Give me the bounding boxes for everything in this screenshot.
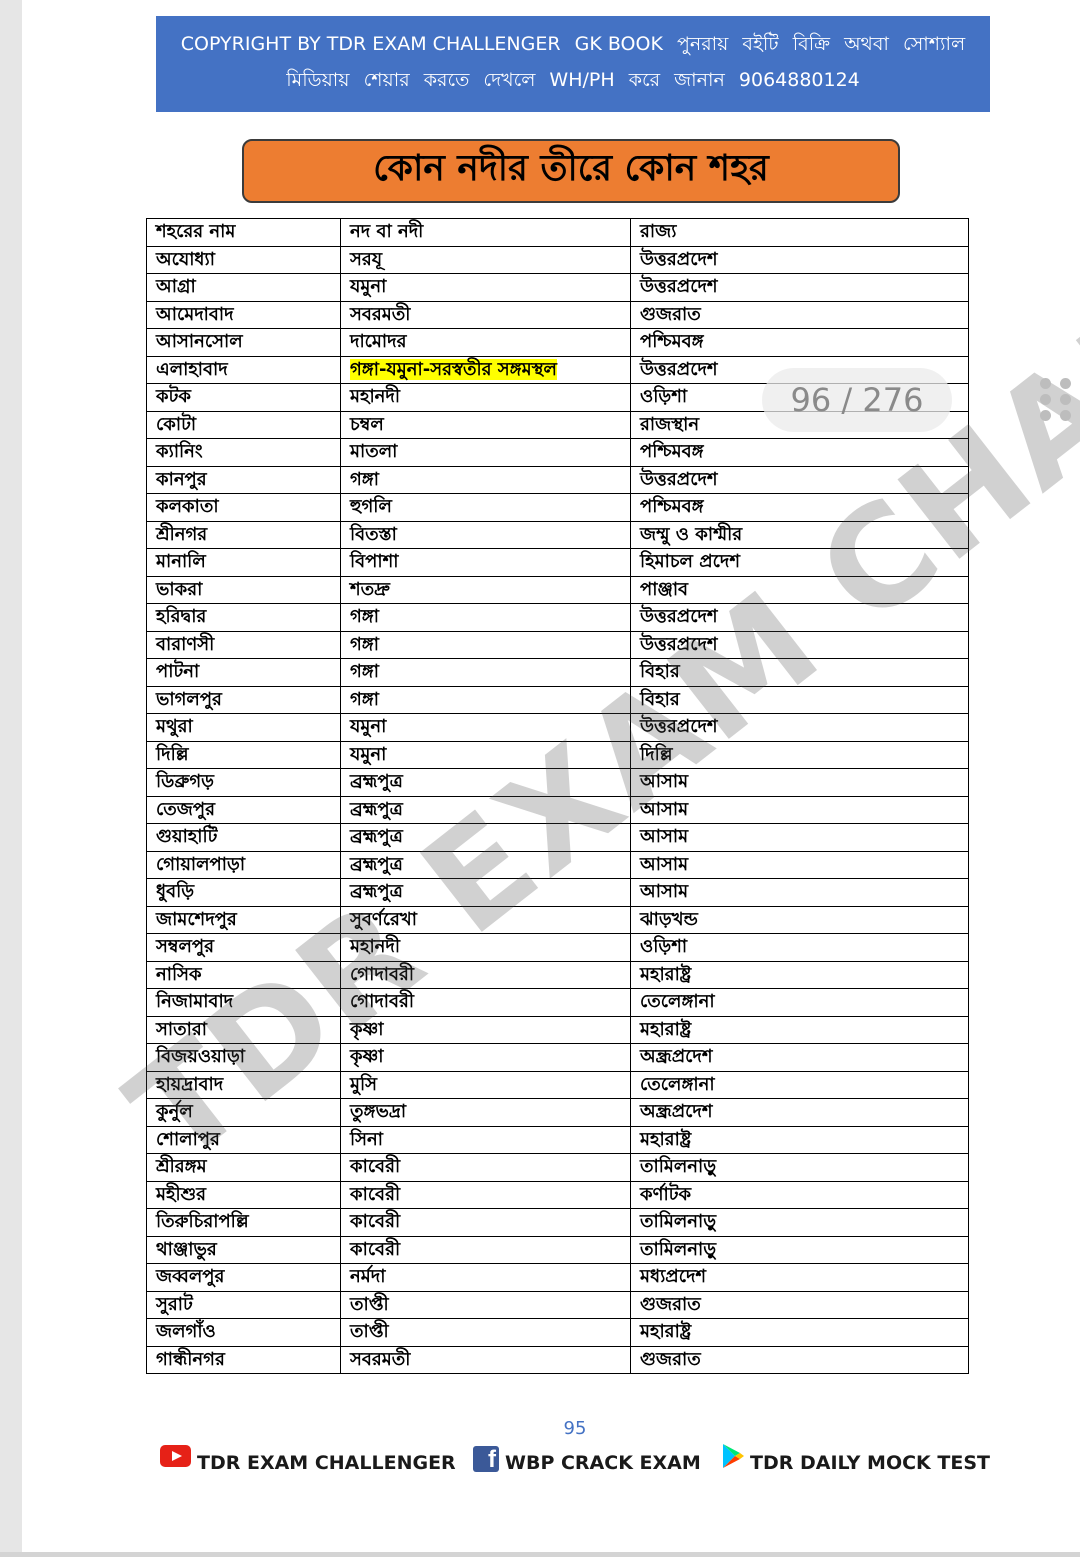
state-cell: পাঞ্জাব <box>631 576 969 604</box>
city-cell: ভাগলপুর <box>147 686 341 714</box>
state-cell: উত্তরপ্রদেশ <box>631 714 969 742</box>
table-row <box>147 1291 969 1319</box>
city-cell: মহীশুর <box>147 1181 341 1209</box>
state-cell: আসাম <box>631 851 969 879</box>
footer-playstore[interactable] <box>720 1452 990 1474</box>
banner-word: করতে <box>423 69 470 91</box>
river-cell: গঙ্গা <box>341 659 631 687</box>
table-row <box>147 1154 969 1182</box>
city-cell: গোয়ালপাড়া <box>147 851 341 879</box>
viewer-bottom-strip <box>0 1552 1080 1557</box>
table-row <box>147 521 969 549</box>
river-cell: ব্রহ্মপুত্র <box>341 769 631 797</box>
city-cell: সাতারা <box>147 1016 341 1044</box>
state-cell: উত্তরপ্রদেশ <box>631 274 969 302</box>
city-cell: থাঞ্জাভুর <box>147 1236 341 1264</box>
river-cell: বিপাশা <box>341 549 631 577</box>
facebook-label: WBP CRACK EXAM <box>505 1452 701 1474</box>
city-cell: নাসিক <box>147 961 341 989</box>
table-row <box>147 796 969 824</box>
state-cell: কর্ণাটক <box>631 1181 969 1209</box>
river-cell: ব্রহ্মপুত্র <box>341 824 631 852</box>
city-cell: নিজামাবাদ <box>147 989 341 1017</box>
table-row <box>147 1236 969 1264</box>
table-row <box>147 549 969 577</box>
page-number: 95 <box>563 1418 587 1439</box>
state-cell: উত্তরপ্রদেশ <box>631 246 969 274</box>
state-cell: মহারাষ্ট্র <box>631 1319 969 1347</box>
river-cell: দামোদর <box>341 329 631 357</box>
river-cell: ব্রহ্মপুত্র <box>341 796 631 824</box>
state-cell: আসাম <box>631 879 969 907</box>
state-cell: আসাম <box>631 796 969 824</box>
state-cell: উত্তরপ্রদেশ <box>631 466 969 494</box>
table-row <box>147 604 969 632</box>
state-cell: আসাম <box>631 824 969 852</box>
table-row <box>147 466 969 494</box>
table-row <box>147 989 969 1017</box>
google-play-icon <box>720 1442 746 1472</box>
table-row <box>147 329 969 357</box>
city-cell: সম্বলপুর <box>147 934 341 962</box>
city-cell: জামশেদপুর <box>147 906 341 934</box>
header-river: নদ বা নদী <box>341 219 631 247</box>
river-cell: কাবেরী <box>341 1181 631 1209</box>
state-cell: অন্ধ্রপ্রদেশ <box>631 1099 969 1127</box>
table-row <box>147 246 969 274</box>
state-cell: তেলেঙ্গানা <box>631 1071 969 1099</box>
table-row <box>147 1346 969 1374</box>
page-indicator: 96 / 276 <box>762 368 952 432</box>
city-cell: জব্বলপুর <box>147 1264 341 1292</box>
river-cell: গোদাবরী <box>341 989 631 1017</box>
table-row <box>147 1319 969 1347</box>
playstore-label: TDR DAILY MOCK TEST <box>750 1452 990 1474</box>
banner-word: মিডিয়ায় <box>286 69 350 91</box>
city-cell: কুর্নুল <box>147 1099 341 1127</box>
state-cell: ওড়িশা <box>631 384 969 412</box>
river-cell: যমুনা <box>341 741 631 769</box>
highlighted-river: গঙ্গা-যমুনা-সরস্বতীর সঙ্গমস্থল <box>350 358 557 380</box>
table-row <box>147 961 969 989</box>
state-cell: মহারাষ্ট্র <box>631 1016 969 1044</box>
city-cell: কোটা <box>147 411 341 439</box>
table-row <box>147 1209 969 1237</box>
state-cell: ওড়িশা <box>631 934 969 962</box>
city-cell: মানালি <box>147 549 341 577</box>
city-cell: বিজয়ওয়াড়া <box>147 1044 341 1072</box>
river-cell: ব্রহ্মপুত্র <box>341 851 631 879</box>
state-cell: গুজরাত <box>631 1346 969 1374</box>
river-cell: গঙ্গা <box>341 466 631 494</box>
river-cell: শতদ্রু <box>341 576 631 604</box>
footer-facebook[interactable] <box>473 1446 701 1474</box>
river-cell: বিতস্তা <box>341 521 631 549</box>
city-cell: ধুবড়ি <box>147 879 341 907</box>
page-title: কোন নদীর তীরে কোন শহর <box>373 148 769 189</box>
table-row <box>147 659 969 687</box>
table-row <box>147 769 969 797</box>
banner-word: WH/PH <box>549 69 615 91</box>
city-cell: শোলাপুর <box>147 1126 341 1154</box>
state-cell: দিল্লি <box>631 741 969 769</box>
state-cell: তামিলনাড়ু <box>631 1209 969 1237</box>
river-cell: কৃষ্ণা <box>341 1016 631 1044</box>
river-cell: কাবেরী <box>341 1236 631 1264</box>
state-cell: তামিলনাড়ু <box>631 1154 969 1182</box>
youtube-icon <box>160 1445 191 1467</box>
river-cell: গোদাবরী <box>341 961 631 989</box>
state-cell: পশ্চিমবঙ্গ <box>631 439 969 467</box>
table-row <box>147 824 969 852</box>
city-cell: আমেদাবাদ <box>147 301 341 329</box>
state-cell: গুজরাত <box>631 1291 969 1319</box>
table-row <box>147 686 969 714</box>
header-state: রাজ্য <box>631 219 969 247</box>
city-cell: গুয়াহাটি <box>147 824 341 852</box>
table-row <box>147 1126 969 1154</box>
city-cell: হরিদ্বার <box>147 604 341 632</box>
river-cell: তুঙ্গভদ্রা <box>341 1099 631 1127</box>
state-cell: অন্ধ্রপ্রদেশ <box>631 1044 969 1072</box>
state-cell: জম্মু ও কাশ্মীর <box>631 521 969 549</box>
state-cell: উত্তরপ্রদেশ <box>631 631 969 659</box>
banner-word: দেখলে <box>483 69 536 91</box>
city-cell: ভাকরা <box>147 576 341 604</box>
banner-word: শেয়ার <box>363 69 410 91</box>
banner-word: পুনরায় <box>676 33 729 55</box>
river-cell: গঙ্গা <box>341 604 631 632</box>
river-cell: সবরমতী <box>341 301 631 329</box>
banner-word: জানান <box>674 69 725 91</box>
city-cell: আসানসোল <box>147 329 341 357</box>
table-row <box>147 494 969 522</box>
table-row <box>147 1099 969 1127</box>
city-cell: ডিব্রুগড় <box>147 769 341 797</box>
state-cell: তেলেঙ্গানা <box>631 989 969 1017</box>
city-cell: এলাহাবাদ <box>147 356 341 384</box>
state-cell: তামিলনাড়ু <box>631 1236 969 1264</box>
river-cell: যমুনা <box>341 714 631 742</box>
river-cell: নর্মদা <box>341 1264 631 1292</box>
state-cell: উত্তরপ্রদেশ <box>631 604 969 632</box>
river-cell: মহানদী <box>341 934 631 962</box>
city-cell: শ্রীনগর <box>147 521 341 549</box>
state-cell: হিমাচল প্রদেশ <box>631 549 969 577</box>
title-box <box>242 139 900 203</box>
city-cell: হায়দ্রাবাদ <box>147 1071 341 1099</box>
table-row <box>147 1044 969 1072</box>
river-cell: সবরমতী <box>341 1346 631 1374</box>
river-cell: হুগলি <box>341 494 631 522</box>
copyright-banner <box>156 16 990 112</box>
state-cell: ঝাড়খন্ড <box>631 906 969 934</box>
state-cell: উত্তরপ্রদেশ <box>631 356 969 384</box>
river-cell: তাপ্তী <box>341 1319 631 1347</box>
table-row <box>147 1071 969 1099</box>
table-row <box>147 301 969 329</box>
city-cell: পাটনা <box>147 659 341 687</box>
city-cell: সুরাট <box>147 1291 341 1319</box>
state-cell: মধ্যপ্রদেশ <box>631 1264 969 1292</box>
table-row <box>147 879 969 907</box>
state-cell: রাজস্থান <box>631 411 969 439</box>
table-row <box>147 576 969 604</box>
river-cell: যমুনা <box>341 274 631 302</box>
state-cell: পশ্চিমবঙ্গ <box>631 494 969 522</box>
facebook-icon: f <box>473 1446 499 1472</box>
river-cell: সিনা <box>341 1126 631 1154</box>
river-cell: চম্বল <box>341 411 631 439</box>
city-cell: গান্ধীনগর <box>147 1346 341 1374</box>
state-cell: বিহার <box>631 659 969 687</box>
banner-word: সোশ্যাল <box>903 33 966 55</box>
river-cell: গঙ্গা <box>341 686 631 714</box>
city-cell: জলগাঁও <box>147 1319 341 1347</box>
city-cell: দিল্লি <box>147 741 341 769</box>
river-cell <box>341 356 631 384</box>
river-cell: মহানদী <box>341 384 631 412</box>
river-cell: মাতলা <box>341 439 631 467</box>
table-row <box>147 1181 969 1209</box>
state-cell: পশ্চিমবঙ্গ <box>631 329 969 357</box>
banner-word: বিক্রি <box>792 33 831 55</box>
river-cell: কৃষ্ণা <box>341 1044 631 1072</box>
header-city: শহরের নাম <box>147 219 341 247</box>
city-cell: বারাণসী <box>147 631 341 659</box>
banner-gkbook: GK BOOK <box>574 33 663 55</box>
state-cell: বিহার <box>631 686 969 714</box>
youtube-label: TDR EXAM CHALLENGER <box>197 1452 456 1474</box>
table-row <box>147 714 969 742</box>
banner-copyright: COPYRIGHT BY TDR EXAM CHALLENGER <box>180 33 561 55</box>
banner-line-1 <box>174 26 972 62</box>
table-row <box>147 851 969 879</box>
river-cell: মুসি <box>341 1071 631 1099</box>
table-row <box>147 1016 969 1044</box>
river-cell: কাবেরী <box>341 1209 631 1237</box>
city-cell: অযোধ্যা <box>147 246 341 274</box>
city-cell: মথুরা <box>147 714 341 742</box>
city-cell: তিরুচিরাপল্লি <box>147 1209 341 1237</box>
table-row <box>147 1264 969 1292</box>
banner-word: করে <box>628 69 661 91</box>
table-row <box>147 906 969 934</box>
city-cell: কটক <box>147 384 341 412</box>
state-cell: মহারাষ্ট্র <box>631 1126 969 1154</box>
city-cell: আগ্রা <box>147 274 341 302</box>
city-cell: কলকাতা <box>147 494 341 522</box>
state-cell: আসাম <box>631 769 969 797</box>
river-cell: ব্রহ্মপুত্র <box>341 879 631 907</box>
footer-youtube[interactable] <box>160 1452 456 1474</box>
banner-line-2 <box>174 62 972 98</box>
table-row <box>147 741 969 769</box>
grid-dots-icon[interactable] <box>1040 378 1074 422</box>
table-row <box>147 934 969 962</box>
city-cell: কানপুর <box>147 466 341 494</box>
table-header-row <box>147 219 969 247</box>
banner-phone: 9064880124 <box>738 69 860 91</box>
city-cell: তেজপুর <box>147 796 341 824</box>
table-row <box>147 631 969 659</box>
table-row <box>147 439 969 467</box>
river-cell: তাপ্তী <box>341 1291 631 1319</box>
river-cell: সরযূ <box>341 246 631 274</box>
state-cell: গুজরাত <box>631 301 969 329</box>
banner-word: বইটি <box>742 33 779 55</box>
river-cell: কাবেরী <box>341 1154 631 1182</box>
banner-word: অথবা <box>844 33 889 55</box>
river-cell: গঙ্গা <box>341 631 631 659</box>
state-cell: মহারাষ্ট্র <box>631 961 969 989</box>
river-cell: সুবর্ণরেখা <box>341 906 631 934</box>
city-cell: ক্যানিং <box>147 439 341 467</box>
city-cell: শ্রীরঙ্গম <box>147 1154 341 1182</box>
table-row <box>147 274 969 302</box>
